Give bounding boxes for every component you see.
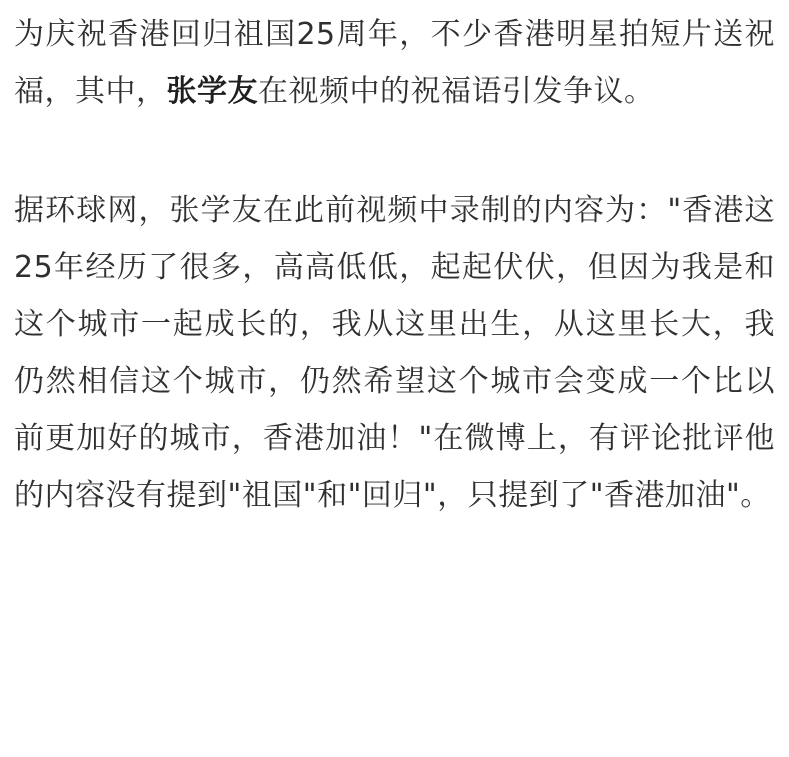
paragraph-spacer [14,120,775,182]
highlighted-person-name: 张学友 [166,74,258,109]
paragraph-1-text-mid: 片送祝福，其中， [14,17,776,109]
paragraph-1-text-before-name: 为庆祝香港回归祖国25周年，不少香港明星拍短 [14,17,682,52]
paragraph-1-text-after-name: 在视频中的祝福语引发争议。 [258,74,655,109]
paragraph-2-text: 据环球网，张学友在此前视频中录制的内容为："香港这25年经历了很多，高高低低，起起伏伏，但因为我是和这个城市一起成长的，我从这里出生，从这里长大，我仍然相信这个城市，仍然希望这个城市会变成一个比以前更加好的城市，香港加油！"在微博上，有评论批评他的内容没有提到"祖国"和"回归"，只提到了"香港加油"。 [14,193,775,513]
article-paragraph-1 [14,0,775,120]
article-paragraph-2 [14,182,775,524]
